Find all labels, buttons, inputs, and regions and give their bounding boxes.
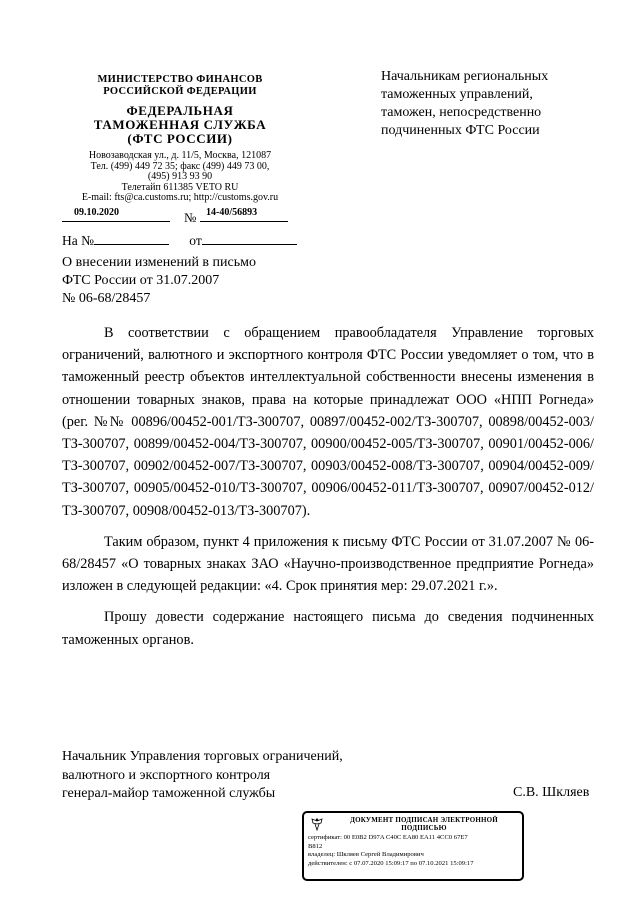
stamp-header [308,816,518,832]
registration-number-sign: № [184,210,197,225]
reply-from-label: от [189,233,202,248]
eagle-emblem-icon [308,816,326,832]
reply-to-label: На № [62,233,94,248]
position-line-2: валютного и экспортного контроля [62,767,271,783]
stamp-owner: владелец: Шкляев Сергей Владимирович [308,851,424,858]
body-paragraph-1: В соответствии с обращением правообладателя Управление торговых ограничений, валютного и экспортного контроля ФТС России уведомляет о том, что в таможенный реестр объектов интеллектуальной собственности внесены изменения в отношении товарных знаков, права на которые принадлежат ООО «НПП Рогнеда» (рег. №№ 00896/00452-001/ТЗ-300707, 00897/00452-002/ТЗ-300707, 00898/00452-003/ТЗ-300707, 00899/00452-004/ТЗ-300707, 00900/00452-005/ТЗ-300707, 00901/00452-006/ТЗ-300707, 00902/00452-007/ТЗ-300707, 00903/00452-008/ТЗ-300707, 00904/00452-009/ТЗ-300707, 00905/00452-010/ТЗ-300707, 00906/00452-011/ТЗ-300707, 00907/00452-012/ТЗ-300707, 00908/00452-013/ТЗ-300707). [62,325,594,519]
service-line-1: ФЕДЕРАЛЬНАЯ [126,103,234,118]
ministry-line-1: МИНИСТЕРСТВО ФИНАНСОВ [97,74,263,85]
address-line-1: Новозаводская ул., д. 11/5, Москва, 121087 [88,150,272,161]
ministry-line-2: РОССИЙСКОЙ ФЕДЕРАЦИИ [103,86,257,97]
ministry-header [60,74,300,98]
stamp-validity: действителен: с 07.07.2020 15:09:17 по 07.10.2021 15:09:17 [308,859,474,867]
position-line-1: Начальник Управления торговых ограничений, [62,749,343,764]
signatory-position [62,748,362,804]
subject-line-3: № 06-68/28457 [62,291,151,306]
body-paragraph-2: Таким образом, пункт 4 приложения к письму ФТС России от 31.07.2007 № 06-68/28457 «О товарных знаках ЗАО «Научно-производственное предприятие Рогнеда» изложен в следующей редакции: «4. Срок принятия мер: 29.07.2021 г.». [62,533,594,595]
addressee-line-2: таможенных управлений, [381,87,533,102]
stamp-certificate-cont: B812 [308,842,323,850]
stamp-certificate: сертификат: 00 E0B2 D97A C40C EA80 EA11 4CC0 67E7 [308,834,468,841]
addressee-block [381,68,591,140]
stamp-title-line-2: ПОДПИСЬЮ [401,824,447,832]
registration-date: 09.10.2020 [62,207,170,222]
body-paragraph-3: Прошу довести содержание настоящего письма до сведения подчиненных таможенных органов. [62,609,594,648]
service-line-2: ТАМОЖЕННАЯ СЛУЖБА [93,117,267,132]
registration-number: 14-40/56893 [200,207,288,222]
electronic-signature-stamp [302,811,524,881]
service-line-3: (ФТС РОССИИ) [127,131,233,146]
address-line-2: Тел. (499) 449 72 35; факс (499) 449 73 00, [90,160,270,172]
subject-line-2: ФТС России от 31.07.2007 [62,273,220,288]
addressee-line-3: таможен, непосредственно [381,105,542,120]
position-line-3: генерал-майор таможенной службы [62,786,276,801]
reply-number-blank [94,232,169,245]
address-line-4: Телетайп 611385 VETO RU [121,181,239,193]
service-header [60,104,300,146]
addressee-line-1: Начальникам региональных [381,69,549,84]
signer-name: С.В. Шкляев [513,785,590,800]
letter-body [62,322,594,651]
address-line-3: (495) 913 93 90 [147,171,213,182]
reply-date-blank [202,232,297,245]
subject-line-1: О внесении изменений в письмо [62,255,256,270]
contact-block [60,151,300,204]
reply-reference-row [62,232,297,249]
addressee-line-4: подчиненных ФТС России [381,123,540,138]
address-line-5: E-mail: fts@ca.customs.ru; http://customs.gov.ru [81,192,279,203]
stamp-title-line-1: ДОКУМЕНТ ПОДПИСАН ЭЛЕКТРОННОЙ [350,816,498,824]
letter-subject [62,254,312,308]
